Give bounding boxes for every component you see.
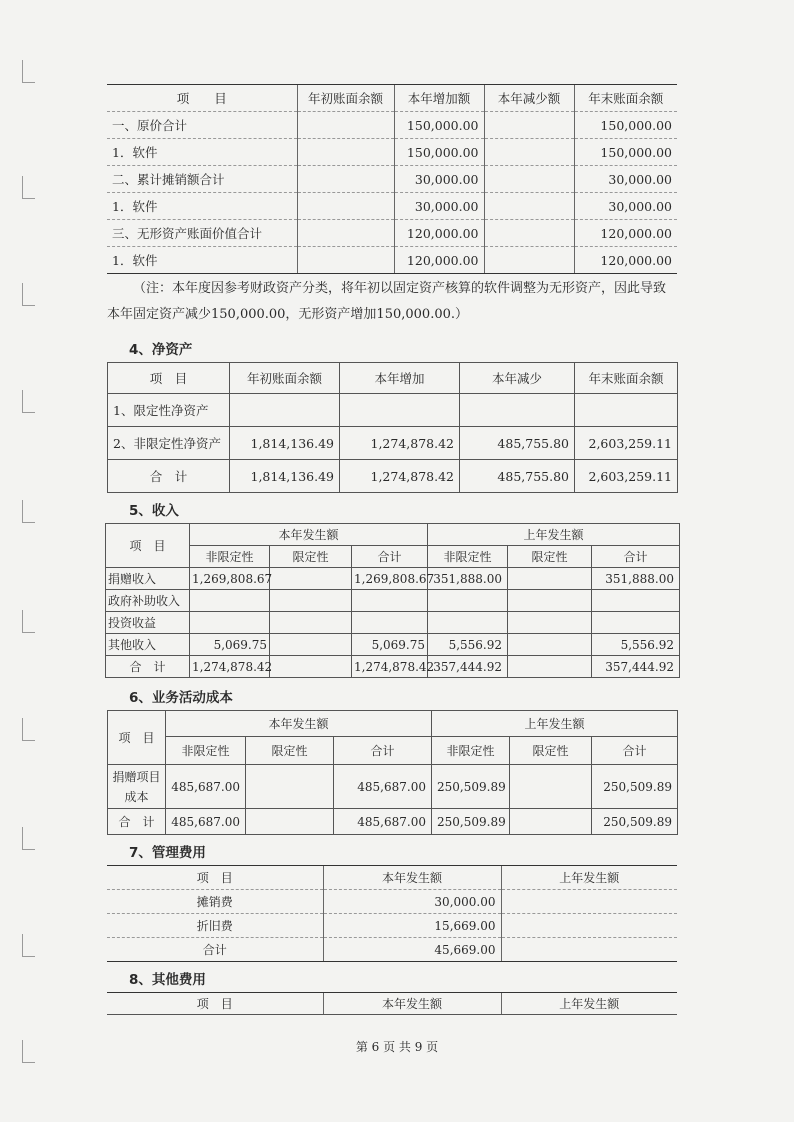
table-cell: 2、非限定性净资产 — [108, 427, 230, 460]
table-cell — [270, 612, 352, 634]
table-cell — [510, 809, 592, 835]
table-cell: 485,687.00 — [166, 765, 246, 809]
table-cell — [352, 590, 428, 612]
table-cell: 1,274,878.42 — [340, 427, 460, 460]
table-cell: 485,755.80 — [460, 460, 575, 493]
table-cell — [246, 809, 334, 835]
table-cell: 一、原价合计 — [107, 112, 297, 139]
table-header: 年初账面余额 — [297, 85, 394, 112]
table-header: 限定性 — [508, 546, 592, 568]
binding-mark — [22, 283, 35, 306]
section-heading: 8、其他费用 — [129, 972, 206, 988]
table-header: 本年减少额 — [484, 85, 574, 112]
table-cell: 30,000.00 — [574, 166, 677, 193]
page-footer: 第 6 页 共 9 页 — [355, 1040, 439, 1054]
table-row — [106, 656, 680, 678]
table-row — [107, 914, 677, 938]
table-header: 项 目 — [107, 85, 297, 112]
table-cell — [297, 247, 394, 274]
table-cell — [297, 220, 394, 247]
section-heading: 7、管理费用 — [129, 845, 206, 861]
table-cell: 摊销费 — [107, 890, 323, 914]
table-cell: 1,274,878.42 — [340, 460, 460, 493]
table-header: 上年发生额 — [432, 711, 678, 737]
table-cell: 250,509.89 — [432, 809, 510, 835]
table-cell — [270, 656, 352, 678]
table-cell: 485,687.00 — [334, 809, 432, 835]
table-cell: 120,000.00 — [394, 220, 484, 247]
table-cell: 250,509.89 — [592, 765, 678, 809]
table-cell: 150,000.00 — [394, 112, 484, 139]
table-cell: 1．软件 — [107, 193, 297, 220]
table-cell: 30,000.00 — [574, 193, 677, 220]
binding-mark — [22, 60, 35, 83]
table-cell — [508, 634, 592, 656]
table-cell — [484, 139, 574, 166]
table-header: 非限定性 — [190, 546, 270, 568]
table-cell — [510, 765, 592, 809]
table-cell: 1,814,136.49 — [230, 427, 340, 460]
table-cell — [484, 166, 574, 193]
table-row — [108, 809, 678, 835]
table-cell: 357,444.92 — [428, 656, 508, 678]
table-cell: 120,000.00 — [394, 247, 484, 274]
table-row — [107, 247, 677, 274]
table-header: 本年增加 — [340, 363, 460, 394]
table-cell: 30,000.00 — [394, 166, 484, 193]
table-header: 合计 — [334, 737, 432, 765]
table-cell: 1．软件 — [107, 139, 297, 166]
binding-mark — [22, 827, 35, 850]
table-cell — [297, 193, 394, 220]
table-row — [107, 193, 677, 220]
table-header: 项 目 — [108, 363, 230, 394]
table-cell: 250,509.89 — [432, 765, 510, 809]
table-cell — [230, 394, 340, 427]
net-assets-table — [107, 362, 678, 493]
table-cell — [352, 612, 428, 634]
table-cell: 1,269,808.67 — [190, 568, 270, 590]
table-cell: 捐赠项目成本 — [108, 765, 166, 809]
table-cell: 150,000.00 — [394, 139, 484, 166]
table-row — [106, 612, 680, 634]
table-cell: 投资收益 — [106, 612, 190, 634]
table-cell: 120,000.00 — [574, 220, 677, 247]
table-cell — [501, 914, 677, 938]
table-cell — [484, 112, 574, 139]
table-cell: 合计 — [107, 938, 323, 962]
income-table — [105, 523, 680, 678]
note-paragraph: （注：本年度因参考财政资产分类，将年初以固定资产核算的软件调整为无形资产，因此导致本年固定资产减少150,000.00，无形资产增加150,000.00.） — [107, 281, 667, 322]
table-header: 本年发生额 — [323, 866, 501, 890]
table-cell: 1,814,136.49 — [230, 460, 340, 493]
table-header: 本年发生额 — [166, 711, 432, 737]
binding-mark — [22, 934, 35, 957]
table-header: 年末账面余额 — [575, 363, 678, 394]
table-cell — [575, 394, 678, 427]
table-row — [106, 568, 680, 590]
table-header: 限定性 — [270, 546, 352, 568]
table-header: 上年发生额 — [501, 866, 677, 890]
table-header: 合计 — [352, 546, 428, 568]
table-cell: 5,556.92 — [592, 634, 680, 656]
table-cell — [592, 590, 680, 612]
other-expense-table — [107, 992, 677, 1015]
binding-mark — [22, 718, 35, 741]
table-cell — [508, 590, 592, 612]
table-cell: 合 计 — [106, 656, 190, 678]
table-cell: 351,888.00 — [592, 568, 680, 590]
table-cell: 30,000.00 — [394, 193, 484, 220]
table-header: 本年减少 — [460, 363, 575, 394]
section-heading: 5、收入 — [129, 503, 179, 519]
binding-mark — [22, 390, 35, 413]
table-cell: 三、无形资产账面价值合计 — [107, 220, 297, 247]
table-cell — [190, 590, 270, 612]
table-cell: 二、累计摊销额合计 — [107, 166, 297, 193]
table-cell: 45,669.00 — [323, 938, 501, 962]
table-cell: 30,000.00 — [323, 890, 501, 914]
table-cell: 485,687.00 — [334, 765, 432, 809]
table-cell: 折旧费 — [107, 914, 323, 938]
table-cell — [297, 112, 394, 139]
table-cell — [270, 590, 352, 612]
table-cell: 5,069.75 — [352, 634, 428, 656]
table-cell — [592, 612, 680, 634]
table-header: 上年发生额 — [501, 993, 677, 1015]
table-cell: 合 计 — [108, 460, 230, 493]
table-cell — [484, 193, 574, 220]
table-header: 项 目 — [107, 866, 323, 890]
table-cell: 1,274,878.42 — [190, 656, 270, 678]
table-cell: 485,755.80 — [460, 427, 575, 460]
admin-expense-table — [107, 865, 677, 962]
table-row — [107, 112, 677, 139]
section-heading: 6、业务活动成本 — [129, 690, 233, 706]
table-row — [108, 765, 678, 809]
table-header: 本年增加额 — [394, 85, 484, 112]
table-row — [107, 220, 677, 247]
table-header: 非限定性 — [428, 546, 508, 568]
table-cell: 150,000.00 — [574, 139, 677, 166]
binding-mark — [22, 176, 35, 199]
table-row — [106, 590, 680, 612]
table-cell — [297, 166, 394, 193]
table-cell: 捐赠收入 — [106, 568, 190, 590]
section-heading: 4、净资产 — [129, 342, 193, 358]
table-row — [106, 634, 680, 656]
binding-mark — [22, 610, 35, 633]
table-header: 本年发生额 — [323, 993, 501, 1015]
table-cell: 1、限定性净资产 — [108, 394, 230, 427]
table-cell — [460, 394, 575, 427]
table-cell — [501, 890, 677, 914]
table-cell: 5,069.75 — [190, 634, 270, 656]
binding-mark — [22, 500, 35, 523]
table-row — [108, 427, 678, 460]
table-header: 年末账面余额 — [574, 85, 677, 112]
page-content — [107, 84, 677, 1015]
table-header: 限定性 — [246, 737, 334, 765]
table-row — [107, 166, 677, 193]
intangible-assets-table — [107, 84, 677, 274]
table-cell: 351,888.00 — [428, 568, 508, 590]
table-cell — [428, 612, 508, 634]
table-cell — [508, 656, 592, 678]
table-header: 年初账面余额 — [230, 363, 340, 394]
table-cell: 合 计 — [108, 809, 166, 835]
table-header: 项 目 — [108, 711, 166, 765]
table-cell — [270, 634, 352, 656]
table-cell: 485,687.00 — [166, 809, 246, 835]
table-cell: 5,556.92 — [428, 634, 508, 656]
table-cell — [484, 220, 574, 247]
table-cell — [270, 568, 352, 590]
table-cell — [340, 394, 460, 427]
table-header: 项 目 — [106, 524, 190, 568]
table-row — [107, 139, 677, 166]
table-cell: 120,000.00 — [574, 247, 677, 274]
table-cell: 1,269,808.67 — [352, 568, 428, 590]
table-header: 合计 — [592, 737, 678, 765]
table-cell: 2,603,259.11 — [575, 460, 678, 493]
table-row — [108, 460, 678, 493]
table-cell: 其他收入 — [106, 634, 190, 656]
table-cell — [508, 612, 592, 634]
table-header: 限定性 — [510, 737, 592, 765]
table-cell: 政府补助收入 — [106, 590, 190, 612]
table-header: 项 目 — [107, 993, 323, 1015]
table-cell: 15,669.00 — [323, 914, 501, 938]
table-cell: 2,603,259.11 — [575, 427, 678, 460]
table-cell: 150,000.00 — [574, 112, 677, 139]
business-cost-table — [107, 710, 678, 835]
table-cell — [501, 938, 677, 962]
table-cell: 357,444.92 — [592, 656, 680, 678]
table-cell: 1,274,878.42 — [352, 656, 428, 678]
table-cell: 1．软件 — [107, 247, 297, 274]
table-header: 非限定性 — [166, 737, 246, 765]
table-header: 上年发生额 — [428, 524, 680, 546]
table-cell: 250,509.89 — [592, 809, 678, 835]
table-row — [107, 890, 677, 914]
table-cell — [508, 568, 592, 590]
table-cell — [190, 612, 270, 634]
table-cell — [428, 590, 508, 612]
table-cell — [246, 765, 334, 809]
table-cell — [297, 139, 394, 166]
table-header: 合计 — [592, 546, 680, 568]
table-row — [108, 394, 678, 427]
table-header: 本年发生额 — [190, 524, 428, 546]
table-header: 非限定性 — [432, 737, 510, 765]
table-cell — [484, 247, 574, 274]
table-row — [107, 938, 677, 962]
